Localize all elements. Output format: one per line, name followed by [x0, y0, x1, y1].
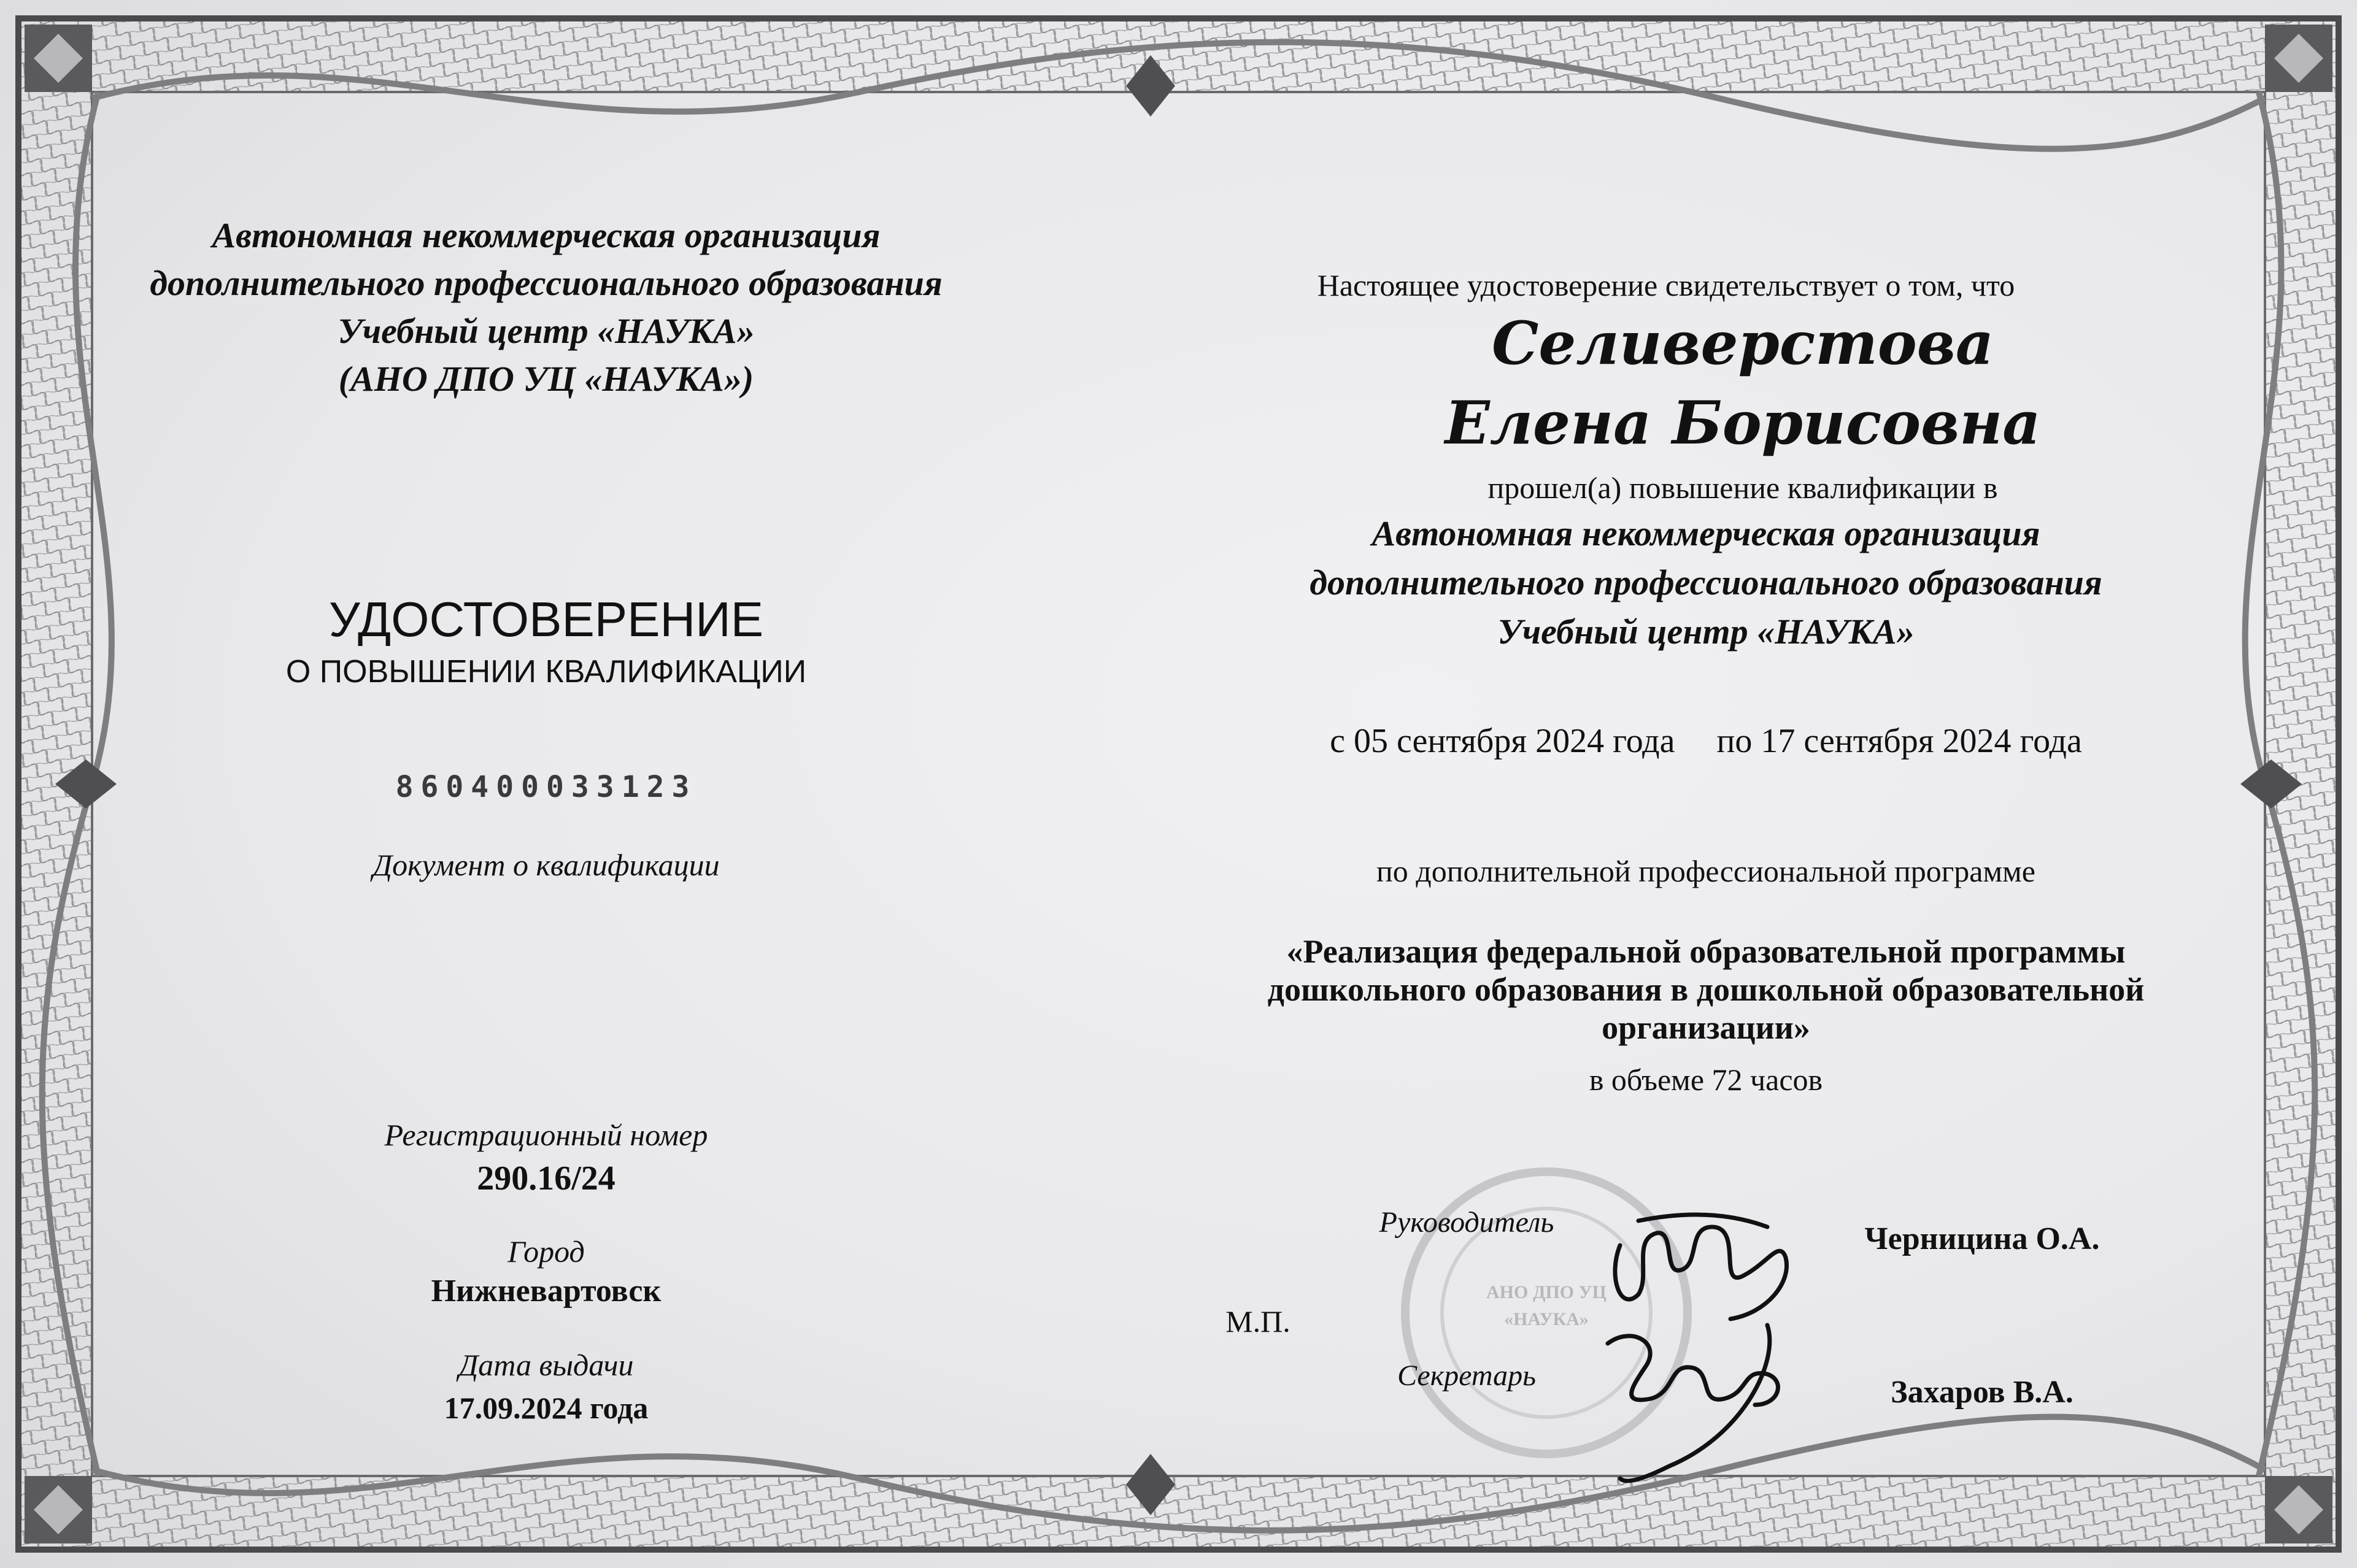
completed-text: прошел(а) повышение квалификации в — [1487, 471, 1998, 505]
issue-date: 17.09.2024 года — [444, 1391, 649, 1425]
stamp-label: М.П. — [1225, 1304, 1290, 1339]
registration-label: Регистрационный номер — [384, 1118, 708, 1152]
secretary-label: Секретарь — [1397, 1359, 1536, 1392]
training-org-line: дополнительного профессионального образования — [1310, 563, 2102, 602]
serial-number: 860400033123 — [395, 770, 697, 804]
head-name: Черницина О.А. — [1864, 1221, 2100, 1256]
period-to: по 17 сентября 2024 года — [1716, 722, 2082, 760]
issuer-line: (АНО ДПО УЦ «НАУКА») — [338, 359, 754, 399]
training-org-line: Учебный центр «НАУКА» — [1497, 612, 1915, 651]
city-label: Город — [507, 1234, 585, 1269]
program-volume: в объеме 72 часов — [1589, 1063, 1823, 1097]
signature-drawing — [1583, 1202, 1816, 1497]
program-title — [1227, 932, 2185, 1047]
holder-given-names: Елена Борисовна — [1445, 388, 2041, 458]
stamp-text-line: «НАУКА» — [1504, 1309, 1589, 1329]
issuer-line: Учебный центр «НАУКА» — [338, 311, 755, 351]
document-title: УДОСТОВЕРЕНИЕ — [328, 592, 764, 647]
city-value: Нижневартовск — [431, 1274, 662, 1309]
program-title-line: «Реализация федеральной образовательной программы — [1286, 933, 2126, 970]
registration-number: 290.16/24 — [477, 1159, 615, 1197]
training-org-line: Автономная некоммерческая организация — [1371, 513, 2040, 553]
issuer-line: дополнительного профессионального образования — [150, 263, 943, 303]
issuer-organization — [74, 212, 1019, 403]
certifies-text: Настоящее удостоверение свидетельствует о том, что — [1317, 268, 2015, 302]
issue-date-label: Дата выдачи — [458, 1348, 634, 1382]
issuer-line: Автономная некоммерческая организация — [212, 215, 881, 255]
stamp-text-line: АНО ДПО УЦ — [1486, 1282, 1607, 1302]
program-intro: по дополнительной профессиональной программе — [1376, 854, 2035, 888]
training-period — [1227, 718, 2185, 764]
training-organization — [1227, 509, 2185, 656]
secretary-name: Захаров В.А. — [1891, 1375, 2073, 1410]
document-subtitle: О ПОВЫШЕНИИ КВАЛИФИКАЦИИ — [285, 654, 807, 690]
program-title-line: дошкольного образования в дошкольной образовательной — [1267, 971, 2145, 1008]
head-label: Руководитель — [1379, 1206, 1554, 1239]
period-from: с 05 сентября 2024 года — [1330, 722, 1675, 760]
document-type: Документ о квалификации — [372, 848, 720, 882]
program-title-line: организации» — [1602, 1009, 1810, 1046]
holder-surname: Селиверстова — [1491, 309, 1994, 378]
